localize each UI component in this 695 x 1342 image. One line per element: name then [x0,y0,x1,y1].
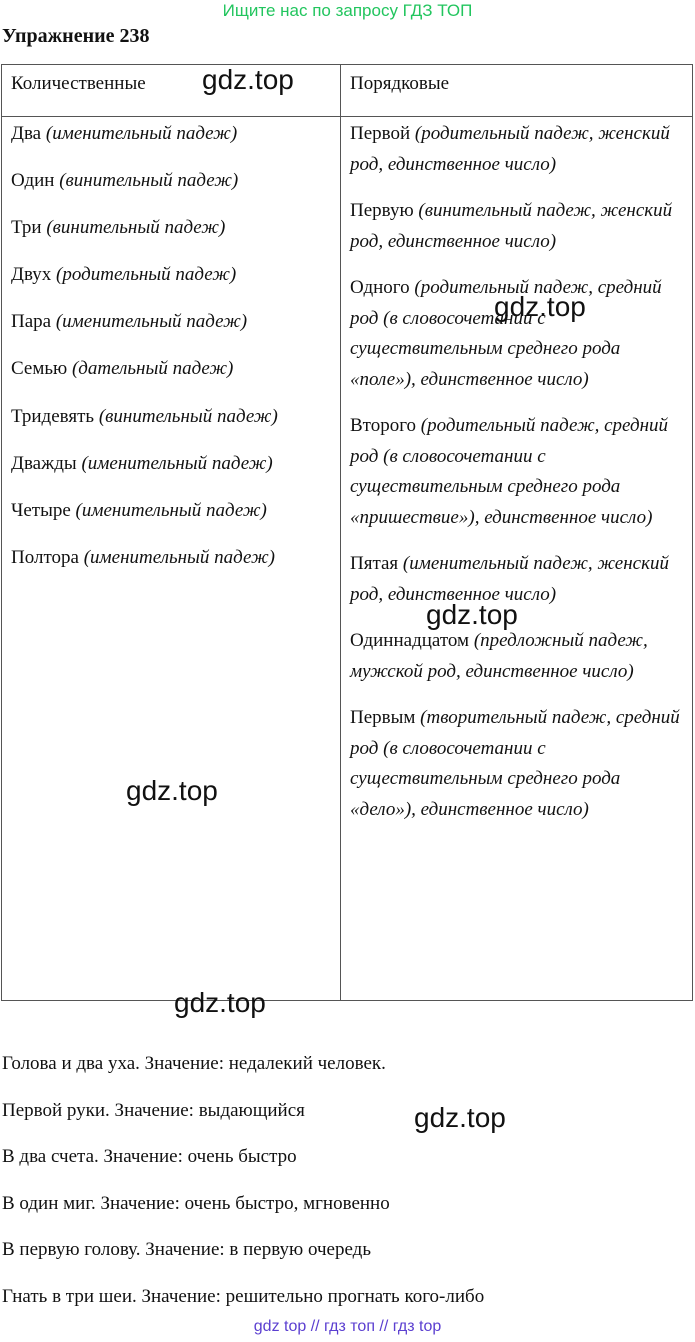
entry-word: Дважды [11,452,77,474]
entry-word: Тридевять [11,405,95,427]
cardinal-entry [11,449,333,480]
entry-note: (винительный падеж) [98,405,278,427]
watermark: gdz.top [426,599,518,630]
entry-word: Первую [350,200,414,221]
watermark: gdz.top [414,1102,506,1133]
ordinal-entry [350,626,684,687]
cardinal-entry [11,543,333,574]
phraseology-list [2,1048,692,1328]
header-cardinal: Количественные [11,73,146,94]
entry-note: (предложный падеж, мужской род, единственное число) [350,630,648,682]
cardinal-entry [11,260,333,291]
entry-word: Пара [11,311,52,333]
entry-word: Один [11,170,55,192]
entry-word: Пятая [350,553,399,574]
entry-note: (родительный падеж, средний род (в словосочетании с существительным среднего рода «пришествие»), единственное число) [350,415,669,528]
entry-note: (родительный падеж, средний род (в словосочетании с существительным среднего рода «поле»), единственное число) [350,277,662,390]
entry-note: (родительный падеж, женский род, единственное число) [350,123,670,175]
cardinal-entry [11,166,333,197]
cardinal-entry [11,119,333,150]
top-banner: Ищите нас по запросу ГДЗ ТОП [222,1,473,20]
entry-note: (именительный падеж) [75,499,267,521]
entry-note: (винительный падеж) [46,217,226,239]
ordinal-entry [350,119,684,180]
entry-word: Двух [11,264,52,286]
phrase-line: В два счета. Значение: очень быстро [2,1146,297,1168]
entry-note: (винительный падеж) [59,170,239,192]
cardinal-entry [11,402,333,433]
entry-word: Второго [350,415,417,436]
entry-note: (родительный падеж) [56,264,237,286]
phrase-line: Гнать в три шеи. Значение: решительно прогнать кого-либо [2,1285,485,1307]
entry-note: (именительный падеж) [81,452,273,474]
cardinal-column [11,117,333,573]
entry-word: Одного [350,277,410,298]
entry-word: Одиннадцатом [350,630,470,651]
entry-word: Три [11,217,42,239]
header-ordinal: Порядковые [350,73,450,94]
entry-word: Первым [350,707,416,728]
ordinal-entry [350,411,684,533]
watermark: gdz.top [494,291,586,322]
cardinal-entry [11,496,333,527]
entry-word: Семью [11,358,68,380]
cardinal-entry [11,307,333,338]
entry-word: Полтора [11,546,79,568]
cardinal-entry [11,213,333,244]
ordinal-entry [350,196,684,257]
exercise-title: Упражнение 238 [2,25,150,47]
ordinal-entry [350,703,684,825]
entry-note: (именительный падеж, женский род, единственное число) [350,553,669,605]
entry-note: (именительный падеж) [55,311,248,333]
entry-note: (именительный падеж) [83,546,275,568]
entry-note: (именительный падеж) [45,123,238,144]
column-divider [340,65,341,1000]
footer-watermark: gdz top // гдз топ // гдз top [253,1318,442,1335]
cardinal-entry [11,354,333,385]
entry-note: (винительный падеж, женский род, единственное число) [350,200,673,252]
entry-word: Первой [350,123,411,144]
entry-note: (дательный падеж) [71,358,234,380]
phrase-line: Первой руки. Значение: выдающийся [2,1099,305,1121]
watermark: gdz.top [126,775,218,806]
phrase-line: В один миг. Значение: очень быстро, мгновенно [2,1192,390,1214]
entry-word: Два [11,123,42,144]
entry-word: Четыре [11,499,71,521]
watermark: gdz.top [202,64,294,95]
watermark: gdz.top [174,987,266,1018]
ordinal-column [350,117,684,825]
phrase-line: Голова и два уха. Значение: недалекий человек. [2,1053,386,1074]
entry-note: (творительный падеж, средний род (в словосочетании с существительным среднего рода «дело»), единственное число) [350,707,680,820]
phrase-line: В первую голову. Значение: в первую очередь [2,1239,372,1261]
numerals-table [1,64,693,1001]
